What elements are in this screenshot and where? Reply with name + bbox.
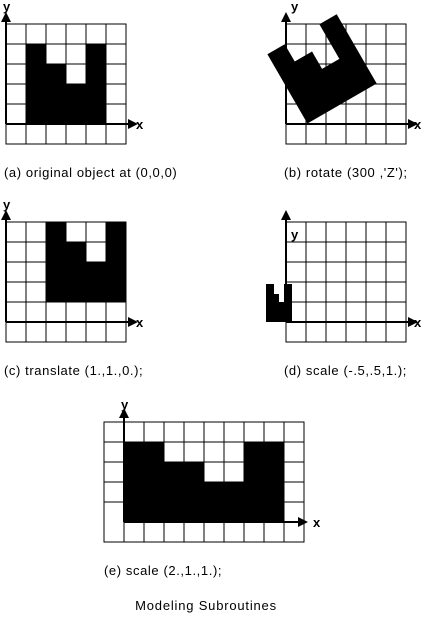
panel-c [1,197,144,378]
panel-b-object-shape [267,14,376,123]
panel-a-y-label: y [3,0,11,14]
panel-d-x-label: x [414,315,422,330]
panel-a [1,0,177,180]
panel-b-y-arrow-icon [281,12,291,22]
panel-e [104,397,321,578]
figure-title: Modeling Subroutines [135,598,277,613]
panel-c-caption: (c) translate (1.,1.,0.); [4,363,144,378]
panel-b-y-label: y [291,0,299,14]
panel-d-y-arrow-icon [281,210,291,220]
panel-e-y-label: y [121,397,129,412]
panel-d-object-shape [266,284,292,322]
panel-d-grid [286,222,406,342]
panel-d-caption: (d) scale (-.5,.5,1.); [284,363,408,378]
panel-e-caption: (e) scale (2.,1.,1.); [104,563,223,578]
panel-e-x-label: x [313,515,321,530]
panel-d-axes [286,216,410,322]
panel-c-y-label: y [3,197,11,212]
panel-e-x-arrow-icon [298,517,308,527]
panel-b-x-label: x [414,117,422,132]
panel-c-x-label: x [136,315,144,330]
panel-d [266,210,422,378]
panel-b [267,0,422,180]
panel-d-y-label: y [291,227,299,242]
panel-a-x-label: x [136,117,144,132]
panel-b-caption: (b) rotate (300 ,'Z'); [284,165,408,180]
panel-a-caption: (a) original object at (0,0,0) [4,165,178,180]
